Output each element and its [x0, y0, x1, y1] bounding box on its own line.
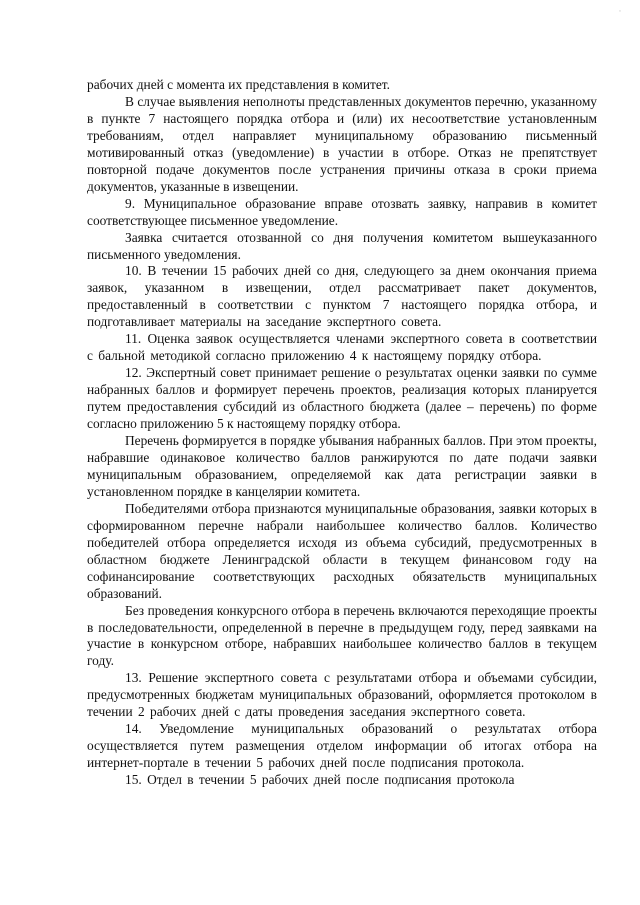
paragraph-item-11: 11. Оценка заявок осуществляется членами экспертного совета в соответствии с бальной методикой согласно приложению 4 к настоящему порядку отбора. [87, 331, 597, 364]
paragraph-item-10: 10. В течении 15 рабочих дней со дня, следующего за днем окончания приема заявок, указанном в извещении, отдел рассматривает пакет документов, предоставленный в соответствии с пунктом 7 настоящего порядка отбора, и подготавливает материалы на заседание экспертного совета. [87, 263, 597, 330]
paragraph-continuation: рабочих дней с момента их представления в комитет. [87, 77, 391, 92]
document-body [87, 77, 597, 789]
paragraph-incomplete-documents: В случае выявления неполноты представленных документов перечню, указанному в пункте 7 настоящего порядка отбора и (или) их несоответствие установленным требованиям, отдел направляет муниципальному образованию письменный мотивированный отказ (уведомление) в участии в отборе. Отказ не препятствует повторной подаче документов после устранения причины отказа в сроки приема документов, указанные в извещении. [87, 93, 597, 194]
paragraph-item-15: 15. Отдел в течении 5 рабочих дней после подписания протокола [125, 772, 515, 788]
paragraph-item-12: 12. Экспертный совет принимает решение о результатах оценки заявки по сумме набранных баллов и формирует перечень проектов, реализация которых планируется путем предоставления субсидий из областного бюджета (далее – перечень) по форме согласно приложению 5 к настоящему порядку отбора. [87, 365, 597, 432]
paragraph-winners: Победителями отбора признаются муниципальные образования, заявки которых в сформированном перечне набрали наибольшее количество баллов. Количество победителей отбора определяется исходя из объема субсидий, предусмотренных в областном бюджете Ленинградской области в текущем финансовом году на софинансирование соответствующих расходных обязательств муниципальных образований. [87, 500, 597, 601]
paragraph-item-13: 13. Решение экспертного совета с результатами отбора и объемами субсидии, предусмотренных бюджетам муниципальных образований, оформляется протоколом в течении 2 рабочих дней с даты проведения заседания экспертного совета. [87, 670, 597, 720]
paragraph-item-9: 9. Муниципальное образование вправе отозвать заявку, направив в комитет соответствующее письменное уведомление. [87, 195, 597, 228]
paragraph-withdrawal: Заявка считается отозванной со дня получения комитетом вышеуказанного письменного уведомления. [87, 229, 597, 262]
page-mark: · [618, 6, 622, 16]
paragraph-ranking: Перечень формируется в порядке убывания набранных баллов. При этом проекты, набравшие одинаковое количество баллов ранжируются по дате подачи заявки муниципальным образованием, определяемой как дата регистрации заявки в установленном порядке в канцелярии комитета. [87, 433, 597, 499]
paragraph-item-14: 14. Уведомление муниципальных образований о результатах отбора осуществляется путем размещения отделом информации об итогах отбора на интернет-портале в течении 5 рабочих дней после подписания протокола. [87, 721, 597, 771]
paragraph-carryover-projects: Без проведения конкурсного отбора в перечень включаются переходящие проекты в последовательности, определенной в перечне в предыдущем году, перед заявками на участие в конкурсном отборе, набравших наибольшее количество баллов в текущем году. [87, 602, 597, 669]
